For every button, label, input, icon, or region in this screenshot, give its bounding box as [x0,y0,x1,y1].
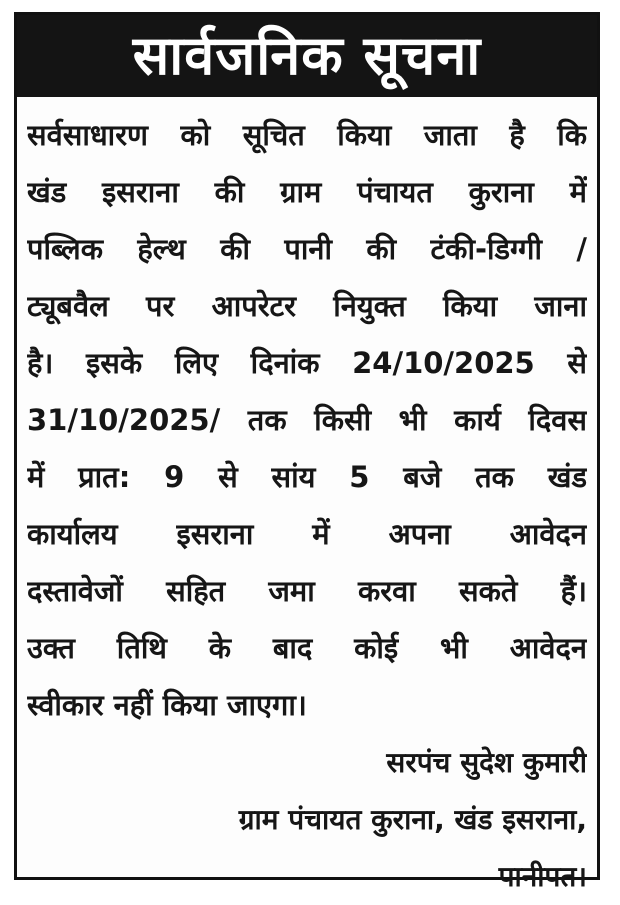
notice-line: ट्यूबवैल पर आपरेटर नियुक्त किया जाना [27,289,587,323]
notice-title: सार्वजनिक सूचना [132,24,482,87]
notice-line: है। इसके लिए दिनांक 24/10/2025 से [27,346,587,380]
public-notice [14,12,600,893]
notice-body [17,97,597,905]
notice-line: दस्तावेजों सहित जमा करवा सकते हैं। [27,574,587,608]
notice-line: कार्यालय इसराना में अपना आवेदन [27,517,587,551]
notice-line: खंड इसराना की ग्राम पंचायत कुराना में [27,175,587,209]
notice-line: में प्रात: 9 से सांय 5 बजे तक खंड [27,460,587,494]
notice-line: पब्लिक हेल्थ की पानी की टंकी-डिग्गी / [27,232,587,266]
signatory-district: पानीपत। [498,860,587,893]
notice-line: उक्त तिथि के बाद कोई भी आवेदन [27,631,587,665]
notice-line: 31/10/2025/ तक किसी भी कार्य दिवस [27,403,587,437]
signatory-address: ग्राम पंचायत कुराना, खंड इसराना, [238,803,587,836]
notice-header [17,15,597,97]
signatory-name: सरपंच सुदेश कुमारी [386,746,587,779]
notice-line: स्वीकार नहीं किया जाएगा। [27,688,307,722]
notice-line: सर्वसाधारण को सूचित किया जाता है कि [27,118,587,152]
